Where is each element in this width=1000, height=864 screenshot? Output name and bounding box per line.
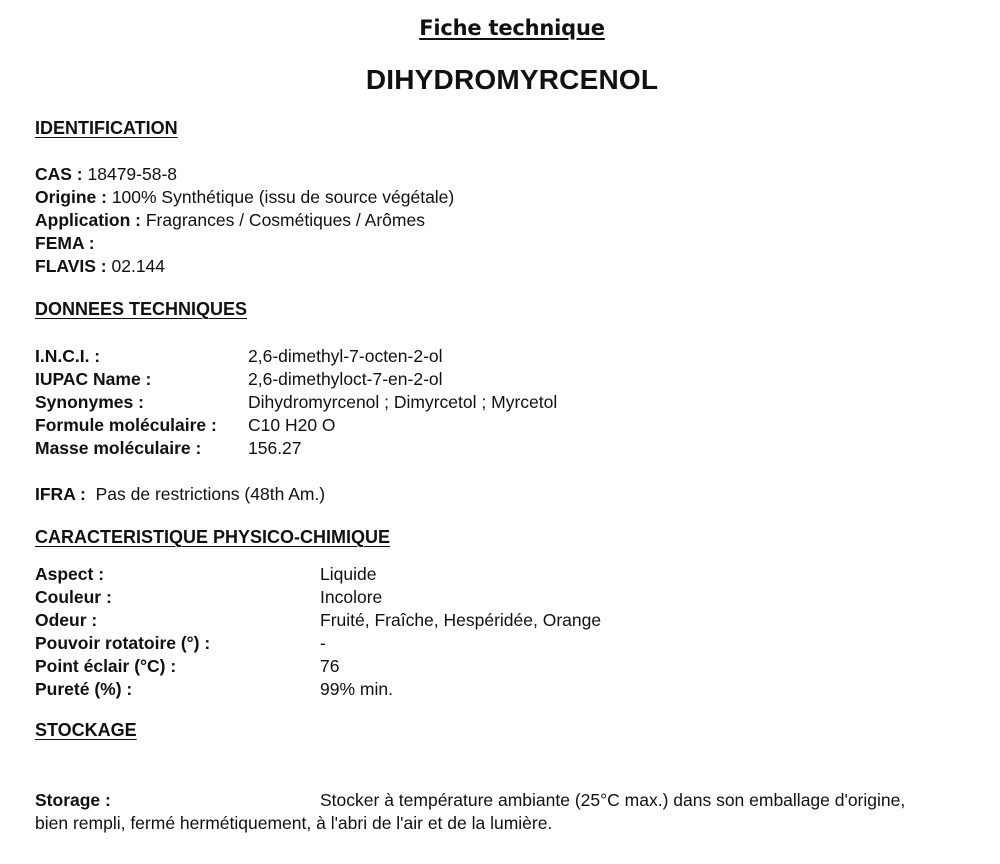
field-value: Dihydromyrcenol ; Dimyrcetol ; Myrcetol xyxy=(248,392,558,412)
field-label: Odeur : xyxy=(35,610,98,630)
field-value: Liquide xyxy=(320,564,377,584)
field-label: Origine : xyxy=(35,187,107,207)
technical-row-iupac xyxy=(35,368,443,390)
field-value: 100% Synthétique (issu de source végétale) xyxy=(106,187,455,207)
technical-row-synonymes xyxy=(35,391,558,413)
field-label: Formule moléculaire : xyxy=(35,415,217,435)
storage-value-line1: Stocker à température ambiante (25°C max.) dans son emballage d'origine, xyxy=(320,790,906,810)
field-label: Masse moléculaire : xyxy=(35,438,202,458)
field-value: Incolore xyxy=(320,587,383,607)
field-label: Pureté (%) : xyxy=(35,679,133,699)
field-value: 156.27 xyxy=(248,438,302,458)
physico-row-pouvoir-rotatoire xyxy=(35,632,326,654)
identification-row-origine xyxy=(35,186,454,208)
field-label: Synonymes : xyxy=(35,392,144,412)
field-value: Fruité, Fraîche, Hespéridée, Orange xyxy=(320,610,602,630)
section-heading-identification: IDENTIFICATION xyxy=(35,118,178,138)
physico-row-couleur xyxy=(35,586,383,608)
field-label: FLAVIS : xyxy=(35,256,107,276)
field-value: - xyxy=(320,633,326,653)
field-value: 99% min. xyxy=(320,679,393,699)
field-label: Point éclair (°C) : xyxy=(35,656,177,676)
field-label: Aspect : xyxy=(35,564,105,584)
physico-row-odeur xyxy=(35,609,602,631)
technical-row-masse xyxy=(35,437,302,459)
ifra-row xyxy=(35,483,325,505)
field-value: 02.144 xyxy=(106,256,166,276)
physico-row-point-eclair xyxy=(35,655,340,677)
section-heading-stockage: STOCKAGE xyxy=(35,720,137,740)
storage-value-line2: bien rempli, fermé hermétiquement, à l'abri de l'air et de la lumière. xyxy=(35,813,553,833)
field-label: CAS : xyxy=(35,164,83,184)
product-name: DIHYDROMYRCENOL xyxy=(365,64,659,95)
technical-row-formule xyxy=(35,414,336,436)
section-heading-technical: DONNEES TECHNIQUES xyxy=(35,299,248,319)
field-label: IUPAC Name : xyxy=(35,369,152,389)
field-value: C10 H20 O xyxy=(248,415,336,435)
field-label: Pouvoir rotatoire (°) : xyxy=(35,633,211,653)
physico-row-aspect xyxy=(35,563,377,585)
field-label: FEMA : xyxy=(35,233,95,253)
identification-row-cas xyxy=(35,163,177,185)
identification-row-flavis xyxy=(35,255,165,277)
identification-row-fema xyxy=(35,232,95,254)
field-value: 2,6-dimethyloct-7-en-2-ol xyxy=(248,369,443,389)
field-label: I.N.C.I. : xyxy=(35,346,101,366)
field-value: 2,6-dimethyl-7-octen-2-ol xyxy=(248,346,443,366)
field-label: Storage : xyxy=(35,790,111,810)
identification-row-application xyxy=(35,209,425,231)
field-label: IFRA : xyxy=(35,484,86,504)
physico-row-purete xyxy=(35,678,393,700)
storage-row xyxy=(35,789,985,835)
field-value: 76 xyxy=(320,656,340,676)
field-label: Application : xyxy=(35,210,141,230)
field-value: Fragrances / Cosmétiques / Arômes xyxy=(140,210,425,230)
section-heading-physico: CARACTERISTIQUE PHYSICO-CHIMIQUE xyxy=(35,527,391,547)
field-value: 18479-58-8 xyxy=(82,164,178,184)
document-title: Fiche technique xyxy=(419,16,605,40)
field-value: Pas de restrictions (48th Am.) xyxy=(85,484,326,504)
technical-row-inci xyxy=(35,345,443,367)
field-label: Couleur : xyxy=(35,587,112,607)
